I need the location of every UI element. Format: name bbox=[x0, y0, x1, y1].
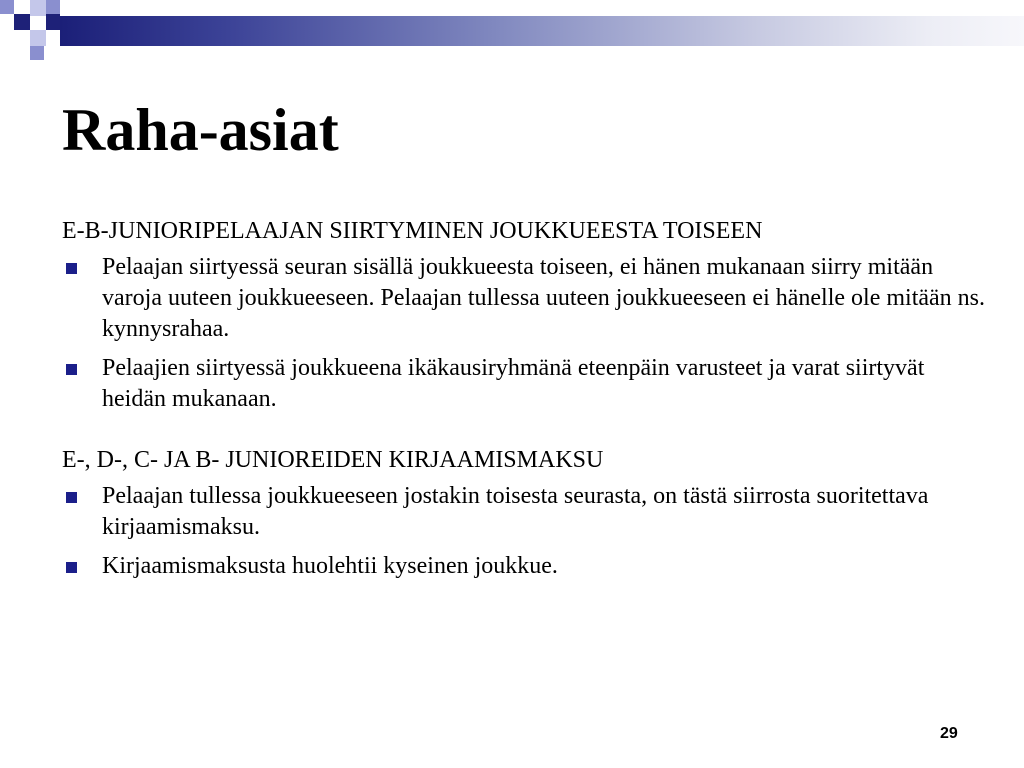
decor-square bbox=[30, 30, 46, 46]
list-item bbox=[62, 481, 992, 543]
list-item bbox=[62, 353, 992, 415]
decor-square bbox=[0, 0, 14, 14]
section-heading: E-, D-, C- JA B- JUNIOREIDEN KIRJAAMISMAKSU bbox=[62, 447, 604, 473]
list-item bbox=[62, 551, 992, 582]
square-bullet-icon bbox=[66, 263, 77, 274]
decor-square bbox=[30, 0, 46, 16]
bullet-text: Kirjaamismaksusta huolehtii kyseinen joukkue. bbox=[102, 553, 558, 579]
slide-title: Raha-asiat bbox=[62, 97, 339, 163]
slide-content bbox=[62, 216, 992, 590]
section-transfer bbox=[62, 216, 992, 415]
bullet-list bbox=[62, 252, 992, 415]
square-bullet-icon bbox=[66, 562, 77, 573]
square-bullet-icon bbox=[66, 364, 77, 375]
decor-square bbox=[46, 0, 60, 14]
square-bullet-icon bbox=[66, 492, 77, 503]
decor-square bbox=[14, 14, 30, 30]
section-gap bbox=[62, 423, 992, 445]
decor-square bbox=[46, 14, 60, 30]
header-decoration bbox=[0, 0, 1024, 64]
decor-square bbox=[30, 46, 44, 60]
gradient-bar bbox=[60, 16, 1024, 46]
page-number: 29 bbox=[940, 725, 958, 742]
bullet-text: Pelaajan siirtyessä seuran sisällä joukkueesta toiseen, ei hänen mukanaan siirry mitään varoja uuteen joukkueeseen. Pelaajan tullessa uuteen joukkueeseen ei hänelle ole mitään ns. kynnysrahaa. bbox=[102, 254, 986, 342]
list-item bbox=[62, 252, 992, 345]
section-heading: E-B-JUNIORIPELAAJAN SIIRTYMINEN JOUKKUEESTA TOISEEN bbox=[62, 218, 763, 244]
bullet-text: Pelaajan tullessa joukkueeseen jostakin toisesta seurasta, on tästä siirrosta suoritettava kirjaamismaksu. bbox=[102, 483, 929, 540]
section-registration-fee bbox=[62, 445, 992, 582]
bullet-list bbox=[62, 481, 992, 582]
bullet-text: Pelaajien siirtyessä joukkueena ikäkausiryhmänä eteenpäin varusteet ja varat siirtyvät heidän mukanaan. bbox=[102, 355, 925, 412]
